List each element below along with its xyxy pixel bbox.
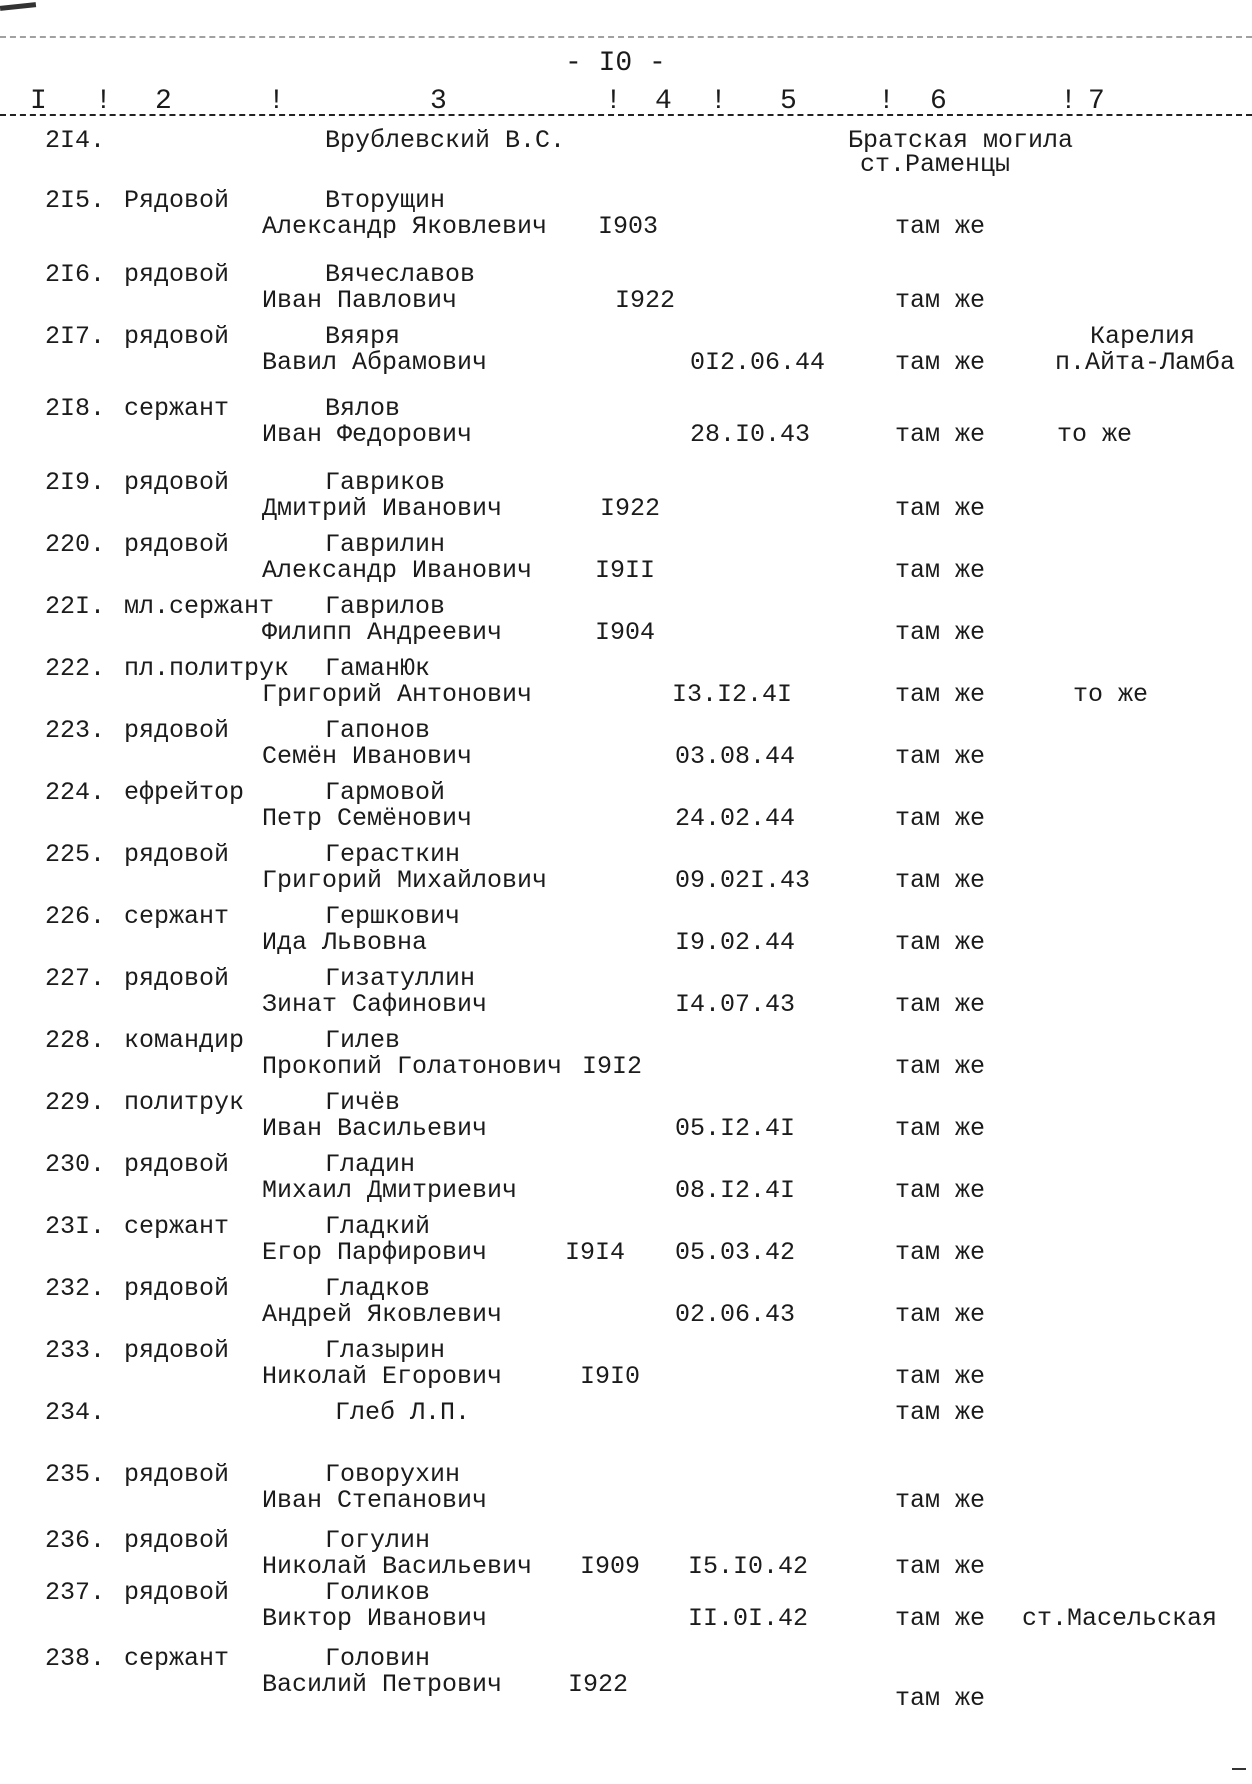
- record-burial-place: там же: [895, 348, 986, 377]
- record-surname: Глазырин: [325, 1336, 446, 1365]
- record-surname: Герасткин: [325, 840, 461, 869]
- record-burial-place: там же: [895, 804, 986, 833]
- column-separator: !: [268, 86, 285, 117]
- record-death-date: 03.08.44: [675, 742, 796, 771]
- record-rank: сержант: [124, 394, 230, 423]
- record-death-date: I5.I0.42: [688, 1552, 809, 1581]
- record-surname: Вячеславов: [325, 260, 476, 289]
- record-surname: Голиков: [325, 1578, 431, 1607]
- record-row: [0, 656, 1252, 718]
- record-surname: Гавриков: [325, 468, 446, 497]
- record-region-line2: п.Айта-Ламба: [1055, 348, 1236, 377]
- record-number: 2I9.: [45, 468, 106, 497]
- record-given-name: Андрей Яковлевич: [262, 1300, 503, 1329]
- record-region: Карелия: [1090, 322, 1196, 351]
- record-rank: сержант: [124, 902, 230, 931]
- record-row: [0, 262, 1252, 324]
- record-surname: Гладкий: [325, 1212, 431, 1241]
- record-death-date: I9.02.44: [675, 928, 796, 957]
- record-burial-place: там же: [895, 556, 986, 585]
- scan-artifact: [1232, 1768, 1246, 1770]
- record-rank: сержант: [124, 1212, 230, 1241]
- record-death-date: I3.I2.4I: [672, 680, 793, 709]
- record-given-name: Петр Семёнович: [262, 804, 473, 833]
- record-number: 2I6.: [45, 260, 106, 289]
- record-number: 237.: [45, 1578, 106, 1607]
- record-number: 223.: [45, 716, 106, 745]
- record-row: [0, 780, 1252, 842]
- record-rank: пл.политрук: [124, 654, 290, 683]
- record-burial-place: там же: [895, 1604, 986, 1633]
- record-number: 233.: [45, 1336, 106, 1365]
- record-birth-year: I9II: [595, 556, 656, 585]
- record-death-date: 24.02.44: [675, 804, 796, 833]
- record-rank: Рядовой: [124, 186, 230, 215]
- record-given-name: Дмитрий Иванович: [262, 494, 503, 523]
- record-rank: ефрейтор: [124, 778, 245, 807]
- record-burial-place: там же: [895, 1238, 986, 1267]
- record-number: 222.: [45, 654, 106, 683]
- record-burial-place: там же: [895, 742, 986, 771]
- record-surname: Гаврилин: [325, 530, 446, 559]
- record-burial-place: там же: [895, 928, 986, 957]
- record-rank: рядовой: [124, 716, 230, 745]
- record-number: 2I5.: [45, 186, 106, 215]
- page-number: - I0 -: [565, 48, 666, 79]
- record-given-name: Григорий Антонович: [262, 680, 533, 709]
- column-number-4: 4: [655, 86, 672, 117]
- burial-place-line1: Братская могила: [848, 126, 1074, 155]
- record-number: 236.: [45, 1526, 106, 1555]
- record-given-name: Александр Иванович: [262, 556, 533, 585]
- record-rank: рядовой: [124, 322, 230, 351]
- record-death-date: 09.02I.43: [675, 866, 811, 895]
- record-burial-place: там же: [895, 1176, 986, 1205]
- record-surname: Гапонов: [325, 716, 431, 745]
- record-number: 228.: [45, 1026, 106, 1055]
- record-row: [0, 594, 1252, 656]
- record-rank: рядовой: [124, 1460, 230, 1489]
- record-burial-place: там же: [895, 494, 986, 523]
- record-number: 224.: [45, 778, 106, 807]
- record-given-name: Николай Егорович: [262, 1362, 503, 1391]
- record-burial-place: там же: [895, 990, 986, 1019]
- record-row: [0, 1400, 1252, 1462]
- record-row: [0, 1028, 1252, 1090]
- column-separator: !: [878, 86, 895, 117]
- record-birth-year: I922: [600, 494, 661, 523]
- record-surname: Вялов: [325, 394, 401, 423]
- record-rank: командир: [124, 1026, 245, 1055]
- record-rank: рядовой: [124, 1526, 230, 1555]
- column-number-7: 7: [1088, 86, 1105, 117]
- record-surname: ГаманЮк: [325, 654, 431, 683]
- record-surname: Гогулин: [325, 1526, 431, 1555]
- record-number: 2I4.: [45, 126, 106, 155]
- record-row: [0, 904, 1252, 966]
- record-given-name: Александр Яковлевич: [262, 212, 548, 241]
- record-number: 220.: [45, 530, 106, 559]
- record-given-name: Виктор Иванович: [262, 1604, 488, 1633]
- record-row: [0, 470, 1252, 532]
- record-given-name: Семён Иванович: [262, 742, 473, 771]
- column-separator: !: [710, 86, 727, 117]
- record-number: 229.: [45, 1088, 106, 1117]
- record-region: ст.Масельская: [1022, 1604, 1218, 1633]
- record-given-name: Михаил Дмитриевич: [262, 1176, 518, 1205]
- record-row: [0, 1338, 1252, 1400]
- record-given-name: Иван Степанович: [262, 1486, 488, 1515]
- record-burial-place: там же: [895, 212, 986, 241]
- record-burial-place: там же: [895, 866, 986, 895]
- record-rank: рядовой: [124, 530, 230, 559]
- record-number: 226.: [45, 902, 106, 931]
- record-birth-year: I922: [568, 1670, 629, 1699]
- record-number: 227.: [45, 964, 106, 993]
- record-given-name: Зинат Сафинович: [262, 990, 488, 1019]
- record-rank: рядовой: [124, 840, 230, 869]
- header-dashed-rule: [0, 114, 1252, 116]
- record-number: 235.: [45, 1460, 106, 1489]
- record-given-name: Прокопий Голатонович: [262, 1052, 563, 1081]
- record-death-date: II.0I.42: [688, 1604, 809, 1633]
- record-burial-place: там же: [895, 286, 986, 315]
- record-region: то же: [1073, 680, 1149, 709]
- record-given-name: Филипп Андреевич: [262, 618, 503, 647]
- record-surname: Говорухин: [325, 1460, 461, 1489]
- record-rank: рядовой: [124, 468, 230, 497]
- record-given-name: Григорий Михайлович: [262, 866, 548, 895]
- record-birth-year: I922: [615, 286, 676, 315]
- record-given-name: Николай Васильевич: [262, 1552, 533, 1581]
- record-death-date: 05.I2.4I: [675, 1114, 796, 1143]
- record-rank: мл.сержант: [124, 592, 275, 621]
- record-row: [0, 1580, 1252, 1642]
- record-surname: Головин: [325, 1644, 431, 1673]
- record-number: 234.: [45, 1398, 106, 1427]
- record-death-date: I4.07.43: [675, 990, 796, 1019]
- record-birth-year: I9I2: [582, 1052, 643, 1081]
- record-surname: Гаврилов: [325, 592, 446, 621]
- record-surname: Гармовой: [325, 778, 446, 807]
- record-burial-place: там же: [895, 420, 986, 449]
- record-row: [0, 396, 1252, 458]
- record-burial-place: там же: [895, 618, 986, 647]
- record-row: [0, 188, 1252, 250]
- record-rank: сержант: [124, 1644, 230, 1673]
- record-death-date: 05.03.42: [675, 1238, 796, 1267]
- record-given-name: Ида Львовна: [262, 928, 428, 957]
- record-surname: Вторущин: [325, 186, 446, 215]
- record-burial-place: там же: [895, 680, 986, 709]
- record-row: [0, 1152, 1252, 1214]
- record-number: 225.: [45, 840, 106, 869]
- column-number-6: 6: [930, 86, 947, 117]
- record-number: 230.: [45, 1150, 106, 1179]
- record-burial-place: там же: [895, 1052, 986, 1081]
- column-number-5: 5: [780, 86, 797, 117]
- record-birth-year: I909: [580, 1552, 641, 1581]
- record-given-name: Василий Петрович: [262, 1670, 503, 1699]
- record-rank: рядовой: [124, 1336, 230, 1365]
- record-row: [0, 1644, 1252, 1713]
- record-surname: Глеб Л.П.: [335, 1398, 471, 1427]
- record-rank: рядовой: [124, 964, 230, 993]
- record-surname: Гилев: [325, 1026, 401, 1055]
- record-row: [0, 842, 1252, 904]
- record-burial-place: там же: [895, 1552, 986, 1581]
- record-burial-place: там же: [895, 1300, 986, 1329]
- column-separator: !: [95, 86, 112, 117]
- record-given-name: Егор Парфирович: [262, 1238, 488, 1267]
- record-rank: рядовой: [124, 1274, 230, 1303]
- record-death-date: 02.06.43: [675, 1300, 796, 1329]
- record-row: [0, 1462, 1252, 1524]
- record-given-name: Иван Павлович: [262, 286, 458, 315]
- record-number: 23I.: [45, 1212, 106, 1241]
- record-given-name: Иван Федорович: [262, 420, 473, 449]
- record-burial-place: там же: [895, 1114, 986, 1143]
- record-surname: Гизатуллин: [325, 964, 476, 993]
- record-number: 2I7.: [45, 322, 106, 351]
- record-row: [0, 1276, 1252, 1338]
- record-death-date: 08.I2.4I: [675, 1176, 796, 1205]
- record-row: [0, 966, 1252, 1028]
- record-rank: рядовой: [124, 1578, 230, 1607]
- column-number-1: I: [30, 86, 47, 117]
- record-number: 238.: [45, 1644, 106, 1673]
- record-surname: Вяяря: [325, 322, 401, 351]
- record-row: [0, 1090, 1252, 1152]
- column-separator: !: [1060, 86, 1077, 117]
- record-row: [0, 1214, 1252, 1276]
- record-given-name: Вавил Абрамович: [262, 348, 488, 377]
- record-birth-year: I904: [595, 618, 656, 647]
- record-row: [0, 532, 1252, 594]
- record-birth-year: I903: [598, 212, 659, 241]
- top-dashed-rule: [0, 36, 1252, 38]
- record-death-date: 0I2.06.44: [690, 348, 826, 377]
- record-birth-year: I9I4: [565, 1238, 626, 1267]
- record-name: Врублевский В.С.: [325, 126, 566, 155]
- record-rank: рядовой: [124, 260, 230, 289]
- record-surname: Гершкович: [325, 902, 461, 931]
- record-given-name: Иван Васильевич: [262, 1114, 488, 1143]
- record-surname: Гладков: [325, 1274, 431, 1303]
- record-burial-place: там же: [895, 1398, 986, 1427]
- record-number: 232.: [45, 1274, 106, 1303]
- column-number-3: 3: [430, 86, 447, 117]
- record-number: 22I.: [45, 592, 106, 621]
- record-row: [0, 718, 1252, 780]
- scan-artifact: [0, 2, 36, 11]
- record-birth-year: I9I0: [580, 1362, 641, 1391]
- column-separator: !: [605, 86, 622, 117]
- record-rank: политрук: [124, 1088, 245, 1117]
- record-death-date: 28.I0.43: [690, 420, 811, 449]
- record-surname: Гладин: [325, 1150, 416, 1179]
- record-burial-place: там же: [895, 1362, 986, 1391]
- burial-place-line2: ст.Раменцы: [860, 150, 1011, 179]
- record-surname: Гичёв: [325, 1088, 401, 1117]
- record-rank: рядовой: [124, 1150, 230, 1179]
- column-number-2: 2: [155, 86, 172, 117]
- record-row-first: [0, 128, 1252, 190]
- record-region: то же: [1057, 420, 1133, 449]
- record-row: [0, 324, 1252, 386]
- record-burial-place: там же: [895, 1486, 986, 1515]
- record-number: 2I8.: [45, 394, 106, 423]
- record-burial-place: там же: [895, 1684, 986, 1713]
